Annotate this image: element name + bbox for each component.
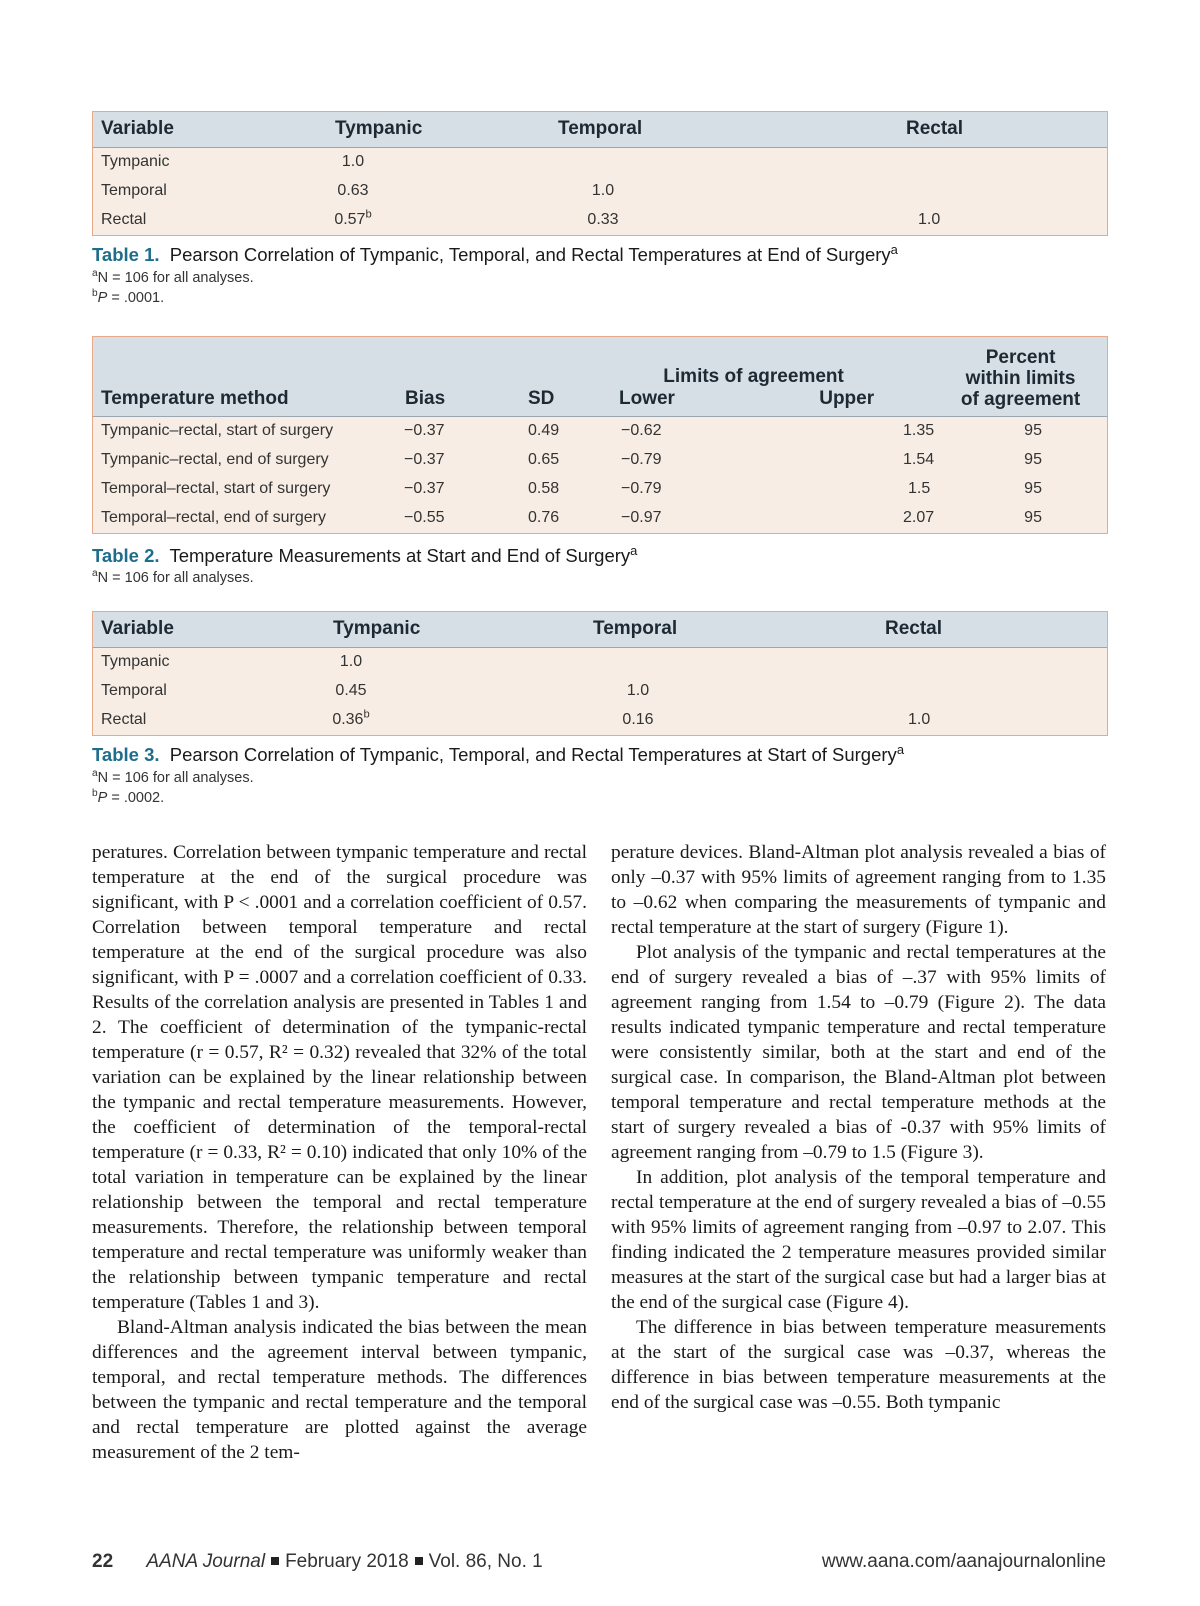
table-row: Rectal 0.36$^b$ 0.16 1.0: [101, 708, 931, 728]
table-row: Rectal 0.57$^b$ 0.33 1.0: [101, 208, 941, 228]
body-left-column: [92, 840, 587, 1465]
table-row: Temporal–rectal, start of surgery −0.37 0.58 −0.79 1.5 95: [101, 480, 1042, 497]
paragraph: peratures. Correlation between tympanic temperature and rectal temperature at the end of the surgical procedure was significant, with P < .0001 and a correlation coefficient of 0.57. Correlation between temporal temperature and rectal temperature at the end of the surgical procedure was also significant, with P = .0007 and a correlation coefficient of 0.33. Results of the correlation analysis are presented in Tables 1 and 2. The coefficient of determination of the tympanic-rectal temperature (r = 0.57, R² = 0.32) revealed that 32% of the total variation can be explained by the linear relationship between the tympanic and rectal temperature measurements. However, the coefficient of determination of the temporal-rectal temperature (r = 0.33, R² = 0.10) indicated that only 10% of the total variation in temperature can be explained by the linear relationship between the temporal and rectal temperature measurements. Therefore, the relationship between temporal temperature and rectal temperature was uniformly weaker than the relationship between tympanic temperature and rectal temperature (Tables 1 and 3).: [92, 842, 587, 1313]
table-header: Rectal: [813, 612, 1107, 647]
table-header: SD: [503, 337, 613, 416]
table-header: Bias: [393, 337, 503, 416]
table-row: Temporal 0.63 1.0: [101, 182, 615, 199]
table-3-caption: Table 3. Pearson Correlation of Tympanic, Temporal, and Rectal Temperatures at Start of Surgery$^a$: [92, 741, 905, 765]
separator-square-icon: [415, 1557, 423, 1565]
journal-name: AANA Journal: [146, 1551, 266, 1572]
paragraph: perature devices. Bland-Altman plot analysis revealed a bias of only –0.37 with 95% limits of agreement ranging from to 1.35 to –0.62 when comparing the measurements of tympanic and rectal temperature at the start of surgery (Figure 1).: [611, 842, 1106, 938]
table-row: Temporal–rectal, end of surgery −0.55 0.76 −0.97 2.07 95: [101, 509, 1042, 526]
table-header: Variable: [93, 612, 263, 647]
table-header: Temporal: [493, 112, 813, 147]
table-row: Tympanic 1.0: [101, 653, 363, 670]
table-1-caption: Table 1. Pearson Correlation of Tympanic, Temporal, and Rectal Temperatures at End of Surgery$^a$: [92, 241, 898, 265]
table-3-notes: $^a$N = 106 for all analyses. $^b$P = .0002.: [92, 768, 254, 806]
table-2: [92, 336, 1108, 534]
table-header: Rectal: [813, 112, 1107, 147]
table-row: Tympanic 1.0: [101, 153, 365, 170]
table-header: Temporal: [493, 612, 813, 647]
table-header: Variable: [93, 112, 263, 147]
paragraph: The difference in bias between temperature measurements at the start of the surgical case was –0.37, whereas the difference in bias between temperature measurements at the end of the surgical case was –0.55. Both tympanic: [611, 1317, 1106, 1413]
table-3: [92, 611, 1108, 736]
page-number: 22: [92, 1551, 114, 1572]
table-header: Tympanic: [263, 612, 493, 647]
paragraph: Plot analysis of the tympanic and rectal temperatures at the end of surgery revealed a bias of –.37 with 95% limits of agreement ranging from 1.54 to –0.79 (Figure 2). The data results indicated tympanic temperature and rectal temperature were consistently similar, both at the start and end of the surgical case. In comparison, the Bland-Altman plot between temporal temperature and rectal temperature methods at the start of surgery revealed a bias of -0.37 with 95% limits of agreement ranging from –0.79 to 1.5 (Figure 3).: [611, 942, 1106, 1163]
table-row: Temporal 0.45 1.0: [101, 682, 650, 699]
table-1-notes: $^a$N = 106 for all analyses. $^b$P = .0001.: [92, 268, 254, 306]
paragraph: In addition, plot analysis of the temporal temperature and rectal temperature at the end of surgery revealed a bias of –0.55 with 95% limits of agreement ranging from –0.97 to 2.07. This finding indicated the 2 temperature measures provided similar measures at the start of the surgical case but had a larger bias at the end of the surgical case (Figure 4).: [611, 1167, 1106, 1313]
footer-url[interactable]: www.aana.com/aanajournalonline: [821, 1551, 1106, 1572]
table-2-caption: Table 2. Temperature Measurements at Start and End of Surgery$^a$: [92, 542, 638, 566]
table-1: [92, 111, 1108, 236]
table-header: Tympanic: [263, 112, 493, 147]
table-header: Temperature method: [93, 337, 393, 416]
footer-left: 22 AANA Journal February 2018 Vol. 86, No. 1: [92, 1551, 543, 1572]
table-header-limits: Limits of agreement Lower Upper: [613, 337, 934, 416]
table-2-notes: $^a$N = 106 for all analyses.: [92, 568, 254, 586]
body-right-column: [611, 840, 1106, 1415]
paragraph: Bland-Altman analysis indicated the bias between the mean differences and the agreement interval between tympanic, temporal, and rectal temperature methods. The differences between the tympanic and rectal temperature and the temporal and rectal temperature are plotted against the average measurement of the 2 tem-: [92, 1317, 587, 1463]
table-row: Tympanic–rectal, end of surgery −0.37 0.65 −0.79 1.54 95: [101, 451, 1042, 468]
table-row: Tympanic–rectal, start of surgery −0.37 0.49 −0.62 1.35 95: [101, 422, 1042, 439]
table-header: Percent within limits of agreement: [934, 337, 1107, 416]
separator-square-icon: [271, 1557, 279, 1565]
